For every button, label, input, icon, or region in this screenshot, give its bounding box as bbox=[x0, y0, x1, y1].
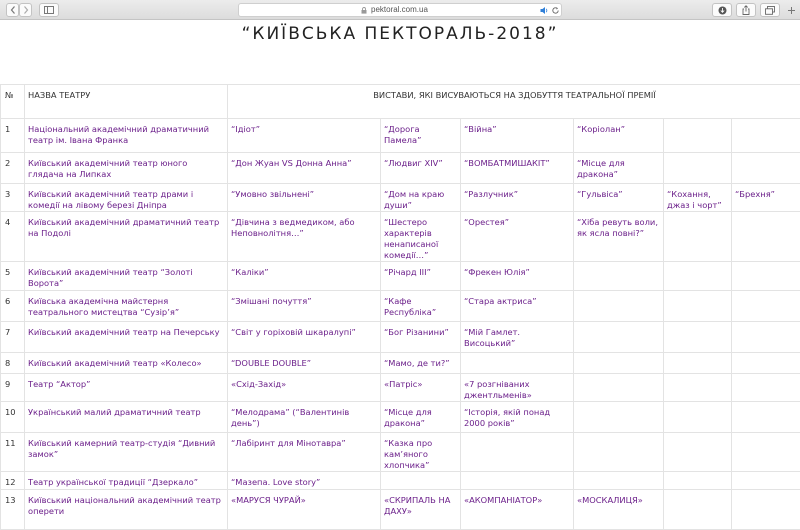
theatre-name[interactable]: Київський академічний драматичний театр на Подолі bbox=[25, 212, 228, 262]
speaker-icon[interactable] bbox=[540, 6, 549, 15]
play-title[interactable]: “Війна” bbox=[461, 119, 574, 153]
play-title[interactable]: “Світ у горіховій шкаралупі” bbox=[228, 322, 381, 353]
theatre-name[interactable]: Київський академічний театр “Золоті Ворота” bbox=[25, 262, 228, 291]
table-row bbox=[1, 184, 800, 212]
play-title[interactable]: “Змішані почуття” bbox=[228, 291, 381, 322]
play-title[interactable]: “Казка про кам’яного хлопчика” bbox=[381, 433, 461, 472]
play-title[interactable]: “Коріолан” bbox=[574, 119, 664, 153]
table-row bbox=[1, 322, 800, 353]
row-number: 4 bbox=[1, 212, 25, 262]
play-title bbox=[664, 353, 732, 374]
tabs-icon bbox=[765, 6, 775, 15]
play-title[interactable]: «АКОМПАНІАТОР» bbox=[461, 490, 574, 530]
play-title[interactable]: “Шестеро характерів ненаписаної комедії…” bbox=[381, 212, 461, 262]
play-title[interactable]: “Людвиг XIV” bbox=[381, 153, 461, 184]
play-title bbox=[461, 472, 574, 490]
row-number: 2 bbox=[1, 153, 25, 184]
play-title bbox=[732, 322, 800, 353]
play-title bbox=[664, 153, 732, 184]
play-title bbox=[574, 374, 664, 402]
row-number: 13 bbox=[1, 490, 25, 530]
header-theatre: НАЗВА ТЕАТРУ bbox=[25, 85, 228, 119]
theatre-name[interactable]: Театр “Актор” bbox=[25, 374, 228, 402]
play-title bbox=[574, 322, 664, 353]
play-title[interactable]: «7 розгніваних джентльменів» bbox=[461, 374, 574, 402]
header-num: № bbox=[1, 85, 25, 119]
play-title bbox=[664, 322, 732, 353]
page-title: “КИЇВСЬКА ПЕКТОРАЛЬ-2018” bbox=[0, 22, 800, 46]
row-number: 3 bbox=[1, 184, 25, 212]
play-title bbox=[732, 353, 800, 374]
play-title bbox=[732, 402, 800, 433]
play-title bbox=[664, 472, 732, 490]
row-number: 5 bbox=[1, 262, 25, 291]
play-title[interactable]: “Історія, якій понад 2000 років” bbox=[461, 402, 574, 433]
play-title bbox=[574, 402, 664, 433]
nominations-table bbox=[0, 84, 800, 530]
row-number: 6 bbox=[1, 291, 25, 322]
row-number: 9 bbox=[1, 374, 25, 402]
play-title bbox=[664, 433, 732, 472]
play-title[interactable]: “Кафе Республіка” bbox=[381, 291, 461, 322]
play-title bbox=[732, 374, 800, 402]
play-title bbox=[664, 291, 732, 322]
downloads-button[interactable] bbox=[712, 3, 732, 17]
play-title bbox=[732, 433, 800, 472]
play-title[interactable]: “Умовно звільнені” bbox=[228, 184, 381, 212]
chevron-left-icon bbox=[10, 6, 16, 14]
chevron-right-icon bbox=[23, 6, 29, 14]
table-row bbox=[1, 402, 800, 433]
play-title[interactable]: “Лабіринт для Мінотавра” bbox=[228, 433, 381, 472]
play-title bbox=[732, 472, 800, 490]
play-title bbox=[732, 490, 800, 530]
play-title bbox=[664, 402, 732, 433]
play-title[interactable]: “Мазепа. Love story” bbox=[228, 472, 381, 490]
row-number: 11 bbox=[1, 433, 25, 472]
play-title[interactable]: “Річард III” bbox=[381, 262, 461, 291]
play-title[interactable]: “Мелодрама” (“Валентинів день”) bbox=[228, 402, 381, 433]
theatre-name[interactable]: Київський академічний театр на Печерську bbox=[25, 322, 228, 353]
play-title[interactable]: “Орестея” bbox=[461, 212, 574, 262]
play-title bbox=[732, 291, 800, 322]
table-row bbox=[1, 353, 800, 374]
table-header-row bbox=[1, 85, 800, 119]
play-title bbox=[574, 472, 664, 490]
play-title[interactable]: “Бог Різанини” bbox=[381, 322, 461, 353]
address-bar[interactable] bbox=[238, 3, 562, 17]
play-title[interactable]: «МОСКАЛИЦЯ» bbox=[574, 490, 664, 530]
play-title[interactable]: “Дон Жуан VS Донна Анна” bbox=[228, 153, 381, 184]
header-plays: ВИСТАВИ, ЯКІ ВИСУВАЮТЬСЯ НА ЗДОБУТТЯ ТЕАТРАЛЬНОЇ ПРЕМІЇ bbox=[228, 85, 800, 119]
play-title bbox=[732, 153, 800, 184]
play-title[interactable]: “Ідіот” bbox=[228, 119, 381, 153]
play-title bbox=[664, 490, 732, 530]
table-row bbox=[1, 153, 800, 184]
play-title bbox=[732, 262, 800, 291]
sidebar-button[interactable] bbox=[39, 3, 59, 17]
row-number: 12 bbox=[1, 472, 25, 490]
reload-icon[interactable] bbox=[551, 6, 560, 15]
play-title bbox=[574, 291, 664, 322]
download-icon bbox=[718, 6, 727, 15]
theatre-name[interactable]: Театр української традиції “Дзеркало” bbox=[25, 472, 228, 490]
table-row bbox=[1, 212, 800, 262]
row-number: 7 bbox=[1, 322, 25, 353]
browser-toolbar bbox=[0, 0, 800, 20]
play-title[interactable]: “Стара актриса” bbox=[461, 291, 574, 322]
play-title bbox=[574, 433, 664, 472]
play-title[interactable]: “Хіба ревуть воли, як ясла повні?” bbox=[574, 212, 664, 262]
share-button[interactable] bbox=[736, 3, 756, 17]
theatre-name[interactable]: Київський академічний театр драми і комедії на лівому березі Дніпра bbox=[25, 184, 228, 212]
table-row bbox=[1, 433, 800, 472]
table-row bbox=[1, 262, 800, 291]
theatre-name[interactable]: Національний академічний драматичний театр ім. Івана Франка bbox=[25, 119, 228, 153]
play-title[interactable]: “Кохання, джаз і чорт” bbox=[664, 184, 732, 212]
theatre-name[interactable]: Київський академічний театр «Колесо» bbox=[25, 353, 228, 374]
play-title bbox=[664, 212, 732, 262]
play-title[interactable]: “Дівчина з ведмедиком, або Неповнолітня…” bbox=[228, 212, 381, 262]
table-row bbox=[1, 291, 800, 322]
play-title bbox=[461, 353, 574, 374]
play-title[interactable]: “Дорога Памела” bbox=[381, 119, 461, 153]
share-icon bbox=[742, 5, 750, 15]
theatre-name[interactable]: Київська академічна майстерня театрального мистецтва “Сузір’я” bbox=[25, 291, 228, 322]
play-title bbox=[381, 472, 461, 490]
play-title[interactable]: “Фрекен Юлія” bbox=[461, 262, 574, 291]
table-row bbox=[1, 374, 800, 402]
row-number: 1 bbox=[1, 119, 25, 153]
play-title[interactable]: «Патріс» bbox=[381, 374, 461, 402]
play-title[interactable]: “Дом на краю души” bbox=[381, 184, 461, 212]
play-title bbox=[732, 212, 800, 262]
theatre-name[interactable]: Київський національний академічний театр оперети bbox=[25, 490, 228, 530]
play-title[interactable]: «МАРУСЯ ЧУРАЙ» bbox=[228, 490, 381, 530]
plus-icon bbox=[788, 7, 795, 14]
play-title[interactable]: “DOUBLE DOUBLE” bbox=[228, 353, 381, 374]
row-number: 10 bbox=[1, 402, 25, 433]
table-row bbox=[1, 119, 800, 153]
play-title[interactable]: “Місце для дракона” bbox=[574, 153, 664, 184]
url-domain: pektoral.com.ua bbox=[371, 4, 428, 16]
theatre-name[interactable]: Київський камерний театр-студія “Дивний замок” bbox=[25, 433, 228, 472]
sidebar-icon bbox=[44, 6, 54, 14]
table-row bbox=[1, 490, 800, 530]
play-title bbox=[664, 262, 732, 291]
table-row bbox=[1, 472, 800, 490]
play-title[interactable]: «СКРИПАЛЬ НА ДАХУ» bbox=[381, 490, 461, 530]
lock-icon bbox=[361, 7, 367, 14]
play-title bbox=[574, 353, 664, 374]
play-title[interactable]: “Мій Гамлет. Висоцький” bbox=[461, 322, 574, 353]
play-title bbox=[461, 433, 574, 472]
play-title[interactable]: “Місце для дракона” bbox=[381, 402, 461, 433]
play-title[interactable]: “Каліки” bbox=[228, 262, 381, 291]
row-number: 8 bbox=[1, 353, 25, 374]
play-title[interactable]: «Схід-Захід» bbox=[228, 374, 381, 402]
play-title[interactable]: “Гульвіса” bbox=[574, 184, 664, 212]
play-title[interactable]: “Разлучник” bbox=[461, 184, 574, 212]
new-tab-button[interactable] bbox=[786, 3, 796, 17]
tabs-button[interactable] bbox=[760, 3, 780, 17]
theatre-name[interactable]: Український малий драматичний театр bbox=[25, 402, 228, 433]
play-title[interactable]: “ВОМБАТМИШАКІТ” bbox=[461, 153, 574, 184]
play-title[interactable]: “Мамо, де ти?” bbox=[381, 353, 461, 374]
play-title bbox=[732, 119, 800, 153]
play-title[interactable]: “Брехня” bbox=[732, 184, 800, 212]
play-title bbox=[574, 262, 664, 291]
play-title bbox=[664, 374, 732, 402]
forward-button[interactable] bbox=[19, 3, 32, 17]
play-title bbox=[664, 119, 732, 153]
back-button[interactable] bbox=[6, 3, 19, 17]
theatre-name[interactable]: Київський академічний театр юного глядача на Липках bbox=[25, 153, 228, 184]
